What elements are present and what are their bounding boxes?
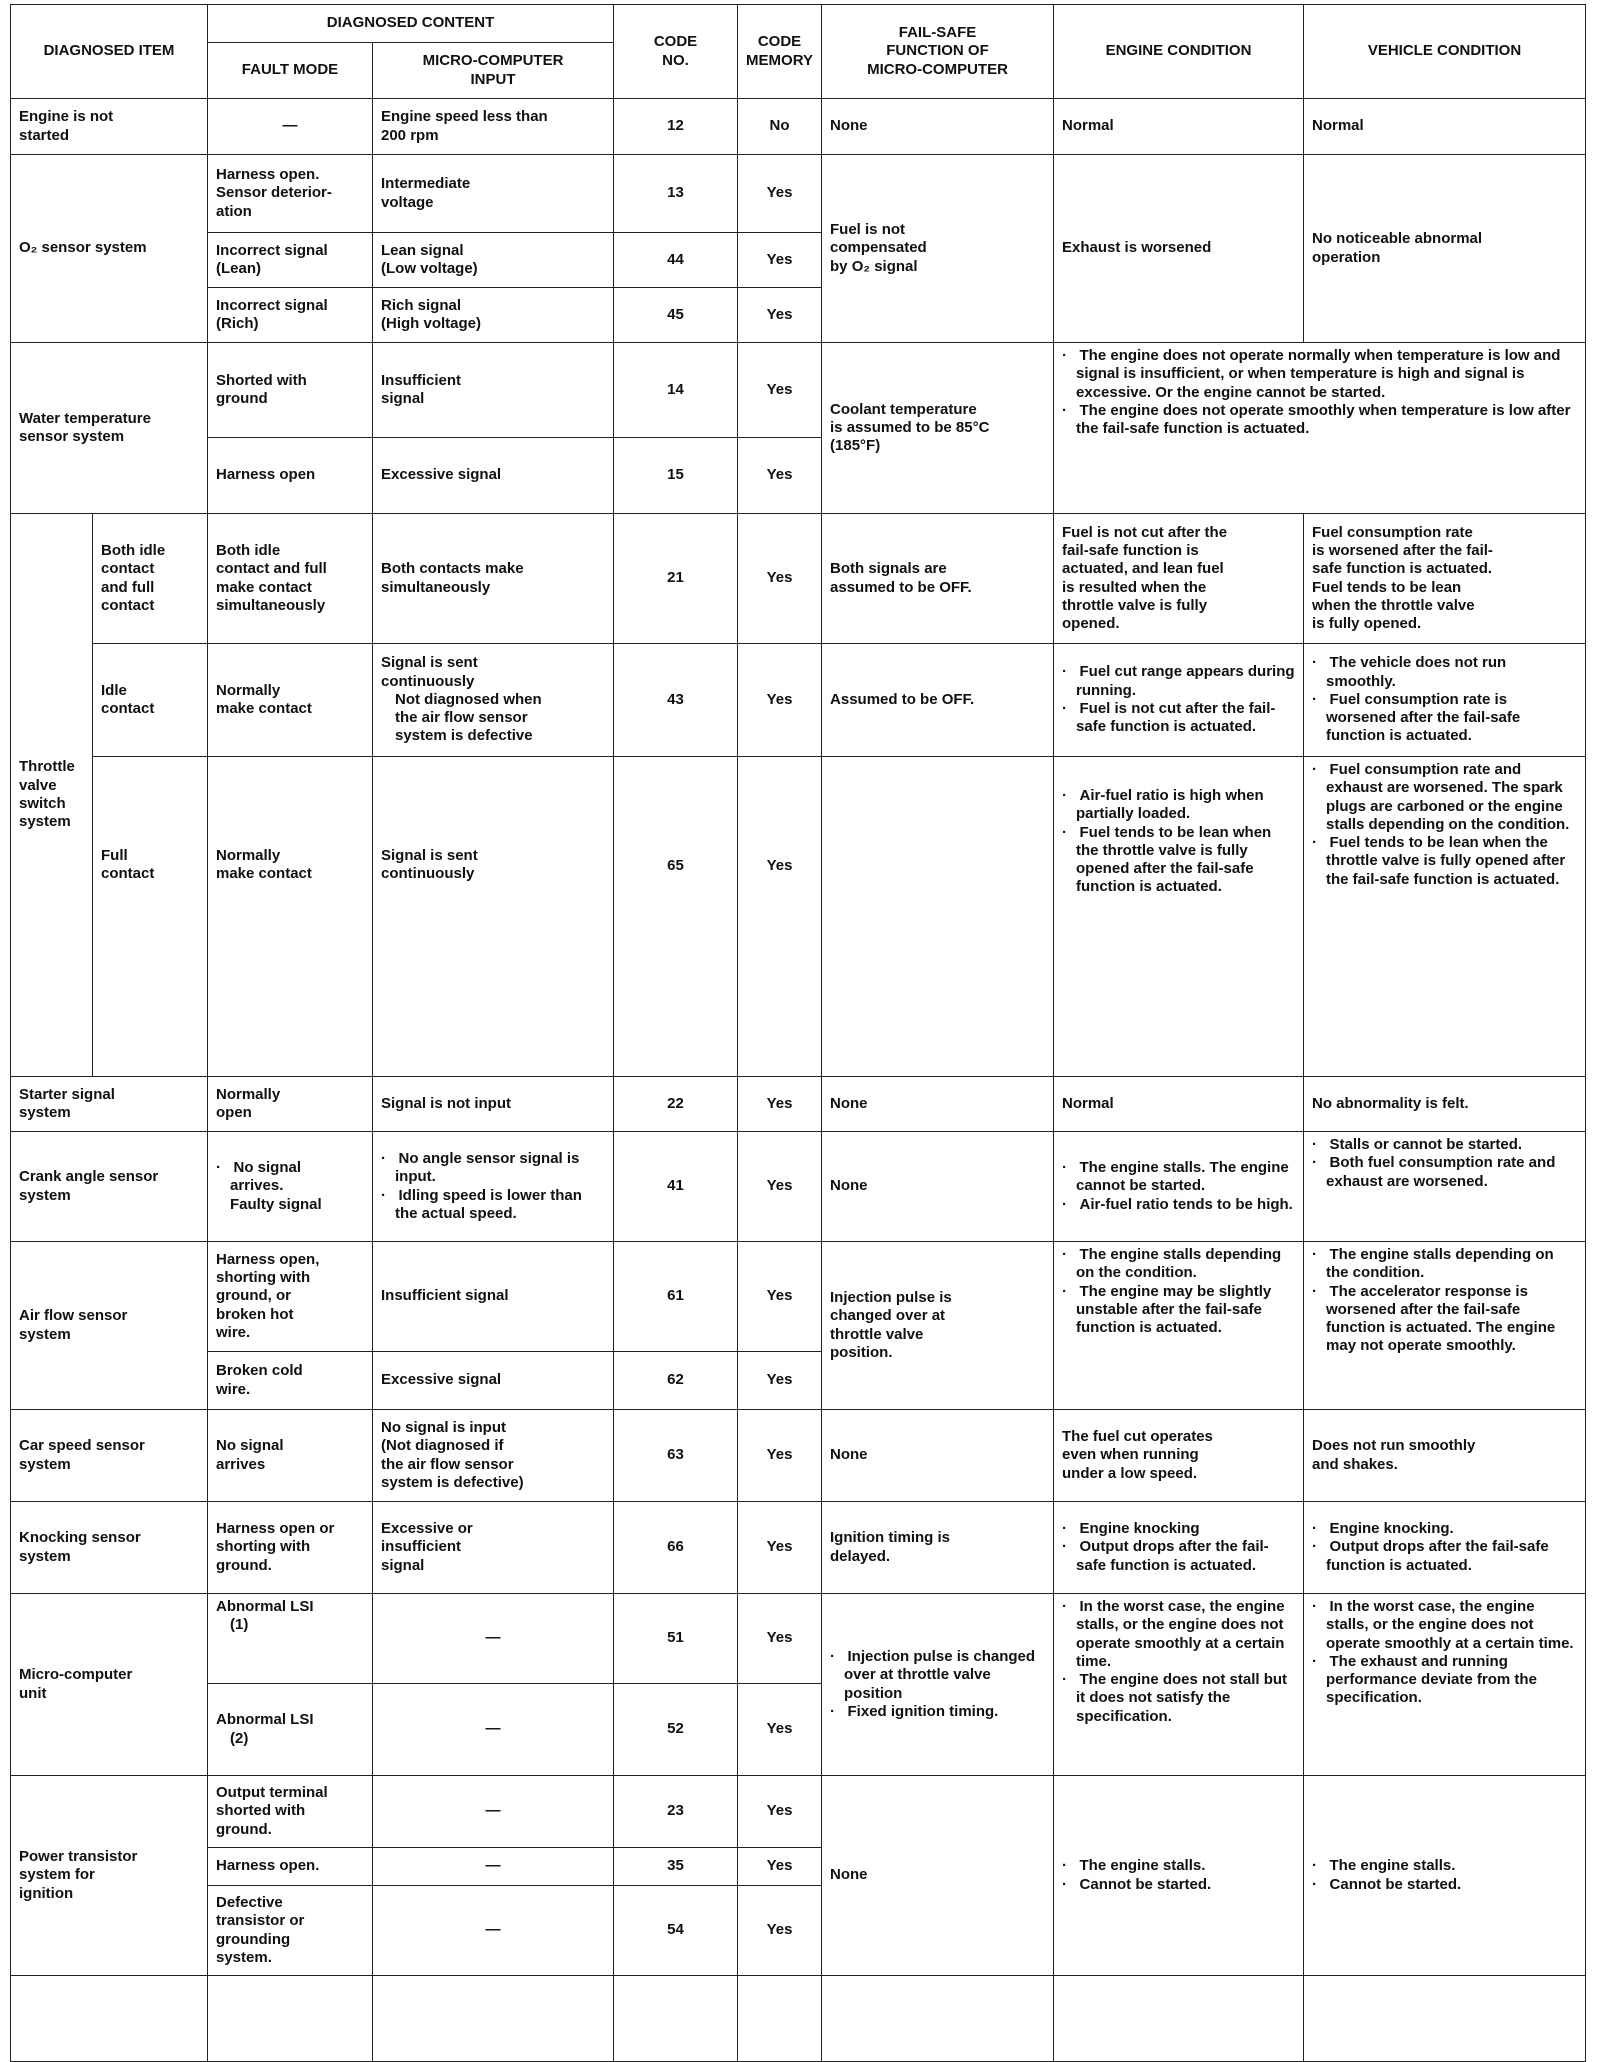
code-memory: Yes: [738, 514, 822, 644]
header-code-memory: CODE MEMORY: [738, 5, 822, 99]
fault-mode-cell: Harness open: [208, 438, 373, 514]
table-row: [11, 1410, 1586, 1502]
code-memory: Yes: [738, 155, 822, 233]
item-crank-angle-sensor: Crank angle sensor system: [11, 1132, 208, 1242]
fault-mode-cell: No signal arrives: [208, 1410, 373, 1502]
empty-cell: [1304, 1976, 1586, 2062]
micro-input-cell: Signal is sent continuously Not diagnosed when the air flow sensor system is defective: [373, 644, 614, 757]
code-memory: Yes: [738, 1776, 822, 1848]
vehicle-condition-cell: No abnormality is felt.: [1304, 1077, 1586, 1132]
fault-mode-cell: Both idle contact and full make contact simultaneously: [208, 514, 373, 644]
micro-input-cell: · No angle sensor signal is input. · Idling speed is lower than the actual speed.: [373, 1132, 614, 1242]
code-memory: Yes: [738, 438, 822, 514]
table-row: [11, 514, 1586, 644]
fault-mode-cell: Normally make contact: [208, 757, 373, 1077]
fail-safe-cell: · Injection pulse is changed over at throttle valve position · Fixed ignition timing.: [822, 1594, 1054, 1776]
code-number: 41: [614, 1132, 738, 1242]
code-number: 12: [614, 99, 738, 155]
table-row: [11, 1502, 1586, 1594]
fault-mode-cell: Harness open or shorting with ground.: [208, 1502, 373, 1594]
fault-mode-cell: Normally make contact: [208, 644, 373, 757]
header-code-no: CODE NO.: [614, 5, 738, 99]
engine-condition-cell: Normal: [1054, 1077, 1304, 1132]
vehicle-condition-cell: · In the worst case, the engine stalls, or the engine does not operate smoothly at a certain time. · The exhaust and running performance deviate from the specification.: [1304, 1594, 1586, 1776]
table-row: [11, 1594, 1586, 1684]
header-vehicle-condition: VEHICLE CONDITION: [1304, 5, 1586, 99]
item-o2-sensor: O₂ sensor system: [11, 155, 208, 343]
empty-cell: [822, 1976, 1054, 2062]
code-memory: Yes: [738, 644, 822, 757]
code-memory: Yes: [738, 1132, 822, 1242]
code-memory: Yes: [738, 1684, 822, 1776]
code-number: 43: [614, 644, 738, 757]
fail-safe-cell: Both signals are assumed to be OFF.: [822, 514, 1054, 644]
empty-cell: [11, 1976, 208, 2062]
fault-mode-cell: Harness open.: [208, 1848, 373, 1886]
vehicle-condition-cell: · Stalls or cannot be started. · Both fuel consumption rate and exhaust are worsened.: [1304, 1132, 1586, 1242]
fault-mode-cell: Incorrect signal (Lean): [208, 233, 373, 288]
item-micro-computer-unit: Micro-computer unit: [11, 1594, 208, 1776]
code-number: 65: [614, 757, 738, 1077]
code-memory: Yes: [738, 1848, 822, 1886]
code-number: 35: [614, 1848, 738, 1886]
engine-condition-cell: Fuel is not cut after the fail-safe function is actuated, and lean fuel is resulted when the throttle valve is fully opened.: [1054, 514, 1304, 644]
micro-input-cell: Both contacts make simultaneously: [373, 514, 614, 644]
sub-item-full-contact: Full contact: [93, 757, 208, 1077]
empty-cell: [1054, 1976, 1304, 2062]
code-number: 14: [614, 343, 738, 438]
table-row: [11, 1132, 1586, 1242]
fail-safe-cell: Coolant temperature is assumed to be 85°C (185°F): [822, 343, 1054, 514]
item-car-speed-sensor: Car speed sensor system: [11, 1410, 208, 1502]
vehicle-condition-cell: · Engine knocking. · Output drops after the fail-safe function is actuated.: [1304, 1502, 1586, 1594]
empty-cell: [373, 1976, 614, 2062]
fault-mode-cell: Shorted with ground: [208, 343, 373, 438]
code-memory: Yes: [738, 1352, 822, 1410]
micro-input-cell: Insufficient signal: [373, 1242, 614, 1352]
fail-safe-cell: None: [822, 1132, 1054, 1242]
code-number: 52: [614, 1684, 738, 1776]
header-micro-input: MICRO-COMPUTER INPUT: [373, 43, 614, 99]
table-row: [11, 757, 1586, 1077]
fail-safe-cell: None: [822, 1077, 1054, 1132]
header-diagnosed-content: DIAGNOSED CONTENT: [208, 5, 614, 43]
code-memory: Yes: [738, 757, 822, 1077]
fault-mode-cell: · No signal arrives. Faulty signal: [208, 1132, 373, 1242]
fault-mode-cell: Output terminal shorted with ground.: [208, 1776, 373, 1848]
micro-input-cell: Signal is not input: [373, 1077, 614, 1132]
engine-condition-cell: · Fuel cut range appears during running. · Fuel is not cut after the fail-safe function is actuated.: [1054, 644, 1304, 757]
code-number: 15: [614, 438, 738, 514]
code-memory: Yes: [738, 1242, 822, 1352]
code-memory: Yes: [738, 1594, 822, 1684]
fault-mode-cell: Harness open, shorting with ground, or broken hot wire.: [208, 1242, 373, 1352]
micro-input-cell: Lean signal (Low voltage): [373, 233, 614, 288]
empty-cell: [738, 1976, 822, 2062]
code-number: 62: [614, 1352, 738, 1410]
item-air-flow-sensor: Air flow sensor system: [11, 1242, 208, 1410]
micro-input-cell: —: [373, 1886, 614, 1976]
fault-mode-cell: Normally open: [208, 1077, 373, 1132]
sub-item-idle-contact: Idle contact: [93, 644, 208, 757]
fault-mode-cell: —: [208, 99, 373, 155]
code-number: 13: [614, 155, 738, 233]
fail-safe-cell: [822, 757, 1054, 1077]
table-row: [11, 343, 1586, 438]
fail-safe-cell: None: [822, 1410, 1054, 1502]
code-number: 61: [614, 1242, 738, 1352]
fail-safe-cell: Assumed to be OFF.: [822, 644, 1054, 757]
micro-input-cell: —: [373, 1684, 614, 1776]
self-diagnosis-table: [10, 4, 1586, 2062]
code-number: 66: [614, 1502, 738, 1594]
table-row: [11, 1077, 1586, 1132]
micro-input-cell: Excessive signal: [373, 1352, 614, 1410]
sub-item-both-contacts: Both idle contact and full contact: [93, 514, 208, 644]
vehicle-condition-cell: · The engine stalls depending on the condition. · The accelerator response is worsened after the fail-safe function is actuated. The engine may not operate smoothly.: [1304, 1242, 1586, 1410]
engine-condition-cell: · The engine does not operate normally when temperature is low and signal is insufficient, or when temperature is high and signal is excessive. Or the engine cannot be started. · The engine does not operate smoothly when temperature is low after the fail-safe function is actuated.: [1054, 343, 1586, 514]
fault-mode-cell: Broken cold wire.: [208, 1352, 373, 1410]
fail-safe-cell: Ignition timing is delayed.: [822, 1502, 1054, 1594]
code-number: 45: [614, 288, 738, 343]
code-memory: No: [738, 99, 822, 155]
fault-mode-cell: Abnormal LSI (1): [208, 1594, 373, 1684]
empty-cell: [208, 1976, 373, 2062]
code-number: 51: [614, 1594, 738, 1684]
header-fail-safe: FAIL-SAFE FUNCTION OF MICRO-COMPUTER: [822, 5, 1054, 99]
code-number: 54: [614, 1886, 738, 1976]
fail-safe-cell: Fuel is not compensated by O₂ signal: [822, 155, 1054, 343]
code-number: 23: [614, 1776, 738, 1848]
code-memory: Yes: [738, 343, 822, 438]
engine-condition-cell: · The engine stalls depending on the condition. · The engine may be slightly unstable after the fail-safe function is actuated.: [1054, 1242, 1304, 1410]
table-row: [11, 99, 1586, 155]
item-engine-not-started: Engine is not started: [11, 99, 208, 155]
micro-input-cell: —: [373, 1594, 614, 1684]
vehicle-condition-cell: · Fuel consumption rate and exhaust are worsened. The spark plugs are carboned or the engine stalls depending on the condition. · Fuel tends to be lean when the throttle valve is fully opened after the fail-safe function is actuated.: [1304, 757, 1586, 1077]
micro-input-cell: —: [373, 1848, 614, 1886]
engine-condition-cell: · Engine knocking · Output drops after the fail-safe function is actuated.: [1054, 1502, 1304, 1594]
vehicle-condition-cell: Does not run smoothly and shakes.: [1304, 1410, 1586, 1502]
code-memory: Yes: [738, 1077, 822, 1132]
code-memory: Yes: [738, 1502, 822, 1594]
empty-table-row: [11, 1976, 1586, 2062]
vehicle-condition-cell: No noticeable abnormal operation: [1304, 155, 1586, 343]
code-number: 44: [614, 233, 738, 288]
engine-condition-cell: · The engine stalls. · Cannot be started.: [1054, 1776, 1304, 1976]
item-knocking-sensor: Knocking sensor system: [11, 1502, 208, 1594]
code-number: 63: [614, 1410, 738, 1502]
engine-condition-cell: Exhaust is worsened: [1054, 155, 1304, 343]
micro-input-cell: Excessive signal: [373, 438, 614, 514]
item-power-transistor: Power transistor system for ignition: [11, 1776, 208, 1976]
vehicle-condition-cell: Fuel consumption rate is worsened after the fail- safe function is actuated. Fuel tends to be lean when the throttle valve is fully opened.: [1304, 514, 1586, 644]
micro-input-cell: Signal is sent continuously: [373, 757, 614, 1077]
fault-mode-cell: Incorrect signal (Rich): [208, 288, 373, 343]
fail-safe-cell: None: [822, 1776, 1054, 1976]
code-memory: Yes: [738, 288, 822, 343]
fault-mode-cell: Harness open. Sensor deterior- ation: [208, 155, 373, 233]
engine-condition-cell: · Air-fuel ratio is high when partially loaded. · Fuel tends to be lean when the throttle valve is fully opened after the fail-safe function is actuated.: [1054, 757, 1304, 1077]
table-row: [11, 1776, 1586, 1848]
header-diagnosed-item: DIAGNOSED ITEM: [11, 5, 208, 99]
item-starter-signal: Starter signal system: [11, 1077, 208, 1132]
item-water-temperature: Water temperature sensor system: [11, 343, 208, 514]
micro-input-cell: Excessive or insufficient signal: [373, 1502, 614, 1594]
item-throttle-valve-switch: Throttle valve switch system: [11, 514, 93, 1077]
table-row: [11, 155, 1586, 233]
table-row: [11, 1242, 1586, 1352]
engine-condition-cell: Normal: [1054, 99, 1304, 155]
empty-cell: [614, 1976, 738, 2062]
code-number: 21: [614, 514, 738, 644]
engine-condition-cell: The fuel cut operates even when running under a low speed.: [1054, 1410, 1304, 1502]
vehicle-condition-cell: · The vehicle does not run smoothly. · Fuel consumption rate is worsened after the fail-safe function is actuated.: [1304, 644, 1586, 757]
code-memory: Yes: [738, 1886, 822, 1976]
vehicle-condition-cell: Normal: [1304, 99, 1586, 155]
micro-input-cell: No signal is input (Not diagnosed if the air flow sensor system is defective): [373, 1410, 614, 1502]
code-memory: Yes: [738, 233, 822, 288]
micro-input-cell: Intermediate voltage: [373, 155, 614, 233]
micro-input-cell: —: [373, 1776, 614, 1848]
micro-input-cell: Insufficient signal: [373, 343, 614, 438]
fault-mode-cell: Defective transistor or grounding system.: [208, 1886, 373, 1976]
fail-safe-cell: Injection pulse is changed over at throttle valve position.: [822, 1242, 1054, 1410]
code-memory: Yes: [738, 1410, 822, 1502]
fail-safe-cell: None: [822, 99, 1054, 155]
table-row: [11, 644, 1586, 757]
micro-input-cell: Rich signal (High voltage): [373, 288, 614, 343]
engine-condition-cell: · In the worst case, the engine stalls, or the engine does not operate smoothly at a certain time. · The engine does not stall but it does not satisfy the specification.: [1054, 1594, 1304, 1776]
engine-condition-cell: · The engine stalls. The engine cannot be started. · Air-fuel ratio tends to be high.: [1054, 1132, 1304, 1242]
header-fault-mode: FAULT MODE: [208, 43, 373, 99]
fault-mode-cell: Abnormal LSI (2): [208, 1684, 373, 1776]
header-engine-condition: ENGINE CONDITION: [1054, 5, 1304, 99]
micro-input-cell: Engine speed less than 200 rpm: [373, 99, 614, 155]
vehicle-condition-cell: · The engine stalls. · Cannot be started.: [1304, 1776, 1586, 1976]
code-number: 22: [614, 1077, 738, 1132]
